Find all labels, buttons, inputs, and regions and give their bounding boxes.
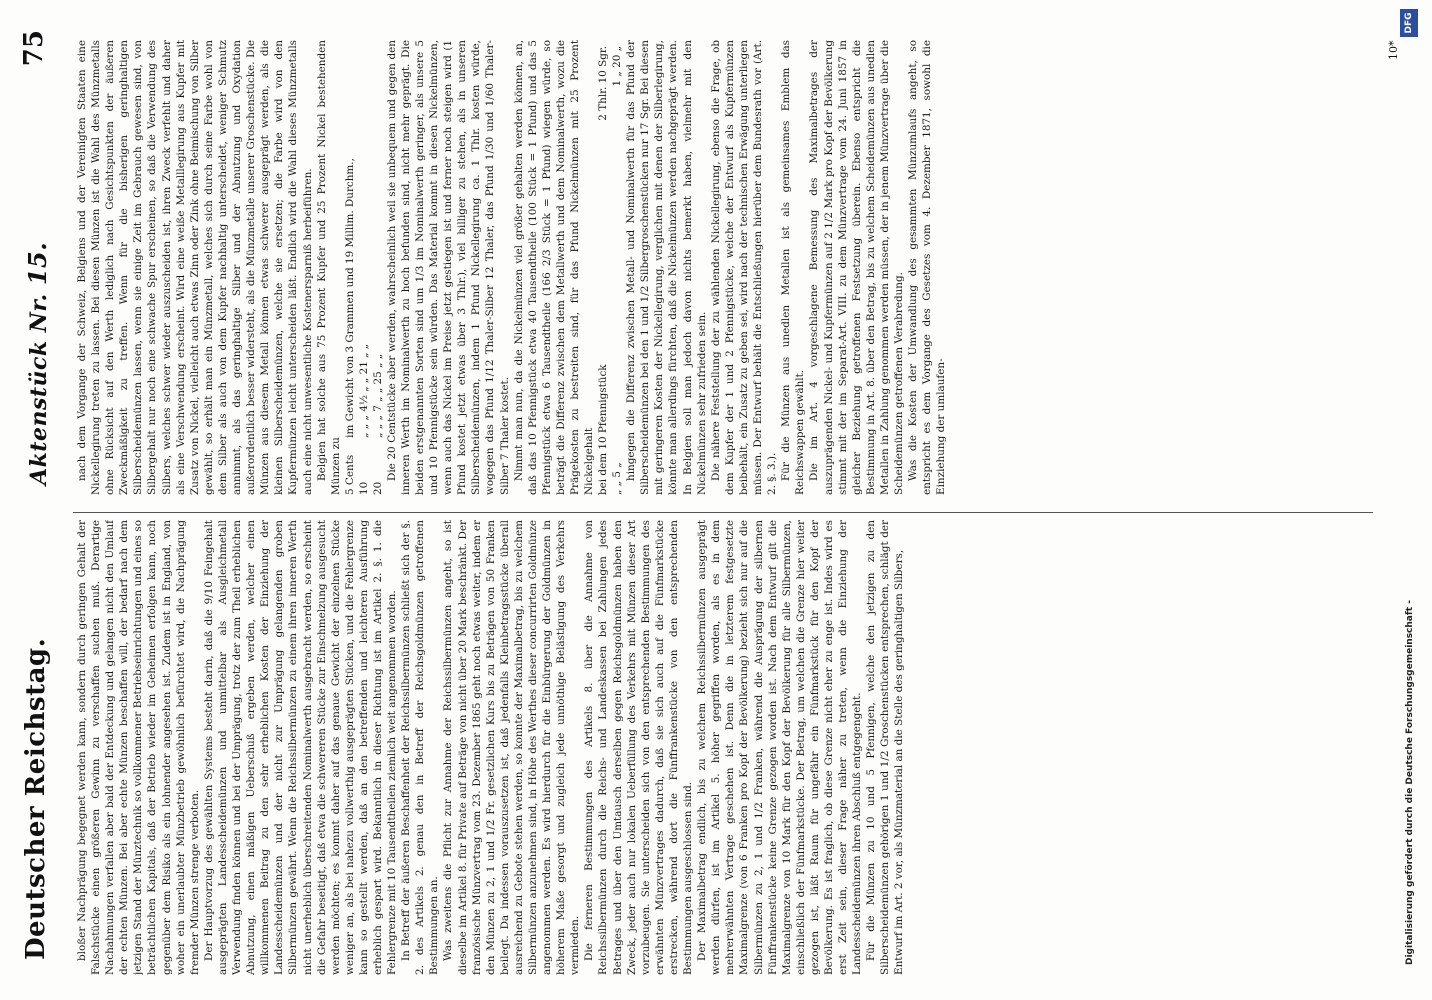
paragraph: Die ferneren Bestimmungen des Artikels 8. über die Annahme von Reichssilbermünzen durch die Reichs- und Landeskassen bei Zahlungen jedes Betrages und über den Umtausch derselben gegen Reichsgoldmünzen haben den Zweck, jeder auch nur lokalen Ueberfüllung des Verkehrs mit Münzen dieser Art vorzubeugen. Sie unterscheiden sich von den entsprechenden Bestimmungen des erwähnten Münzvertrages dadurch, daß sie sich auch auf die Fünfmarkstücke erstrecken, während dort die Fünffrankenstücke von den entsprechenden Bestimmungen ausgeschlossen sind. xyxy=(583,520,695,975)
table-cell: 20 xyxy=(371,481,384,495)
paragraph: In Betreff der äußeren Beschaffenheit der Reichssilbermünzen schließt sich der §. 2. des Artikels 2. genau den in Betreff der Reichsgoldmünzen getroffenen Bestimmungen an. xyxy=(400,520,441,975)
paragraph: Was zweitens die Pflicht zur Annahme der Reichssilbermünzen angeht, so ist dieselbe im Artikel 8. für Private auf Beträge von nicht über 20 Mark beschränkt. Der französische Münzvertrag vom 23. Dezember 1865 geht noch etwas weiter, indem er den Münzen zu 2, 1 und 1/2 Fr. gesetzlichen Kurs bis zu Beträgen von 50 Franken beilegt. Da indessen vorauszusetzen ist, daß jedenfalls Kleinbetragsstücke überall ausreichend zu Gebote stehen werden, so konnte der Maximalbetrag, bis zu welchem Silbermünzen anzunehmen sind, in Höhe des Werthes dieser concurrirten Goldmünze angenommen werden. Es wird hierdurch für die Einbürgerung der Goldmünzen in höherem Maße gesorgt und zugleich jede unnöthige Belästigung des Verkehrs vermieden. xyxy=(442,520,582,975)
paragraph: Für die Münzen aus unedlen Metallen ist als gemeinsames Emblem das Reichswappen gewählt. xyxy=(780,40,807,495)
table-cell: 2 Thlr. 10 Sgr. xyxy=(597,46,610,121)
dfg-logo-icon: DFG xyxy=(1400,9,1418,37)
funding-notice xyxy=(1400,0,1424,995)
table-cell: bei dem 10 Pfennigstück xyxy=(597,364,610,495)
table-cell: 10 xyxy=(357,481,370,495)
table-row xyxy=(596,40,610,495)
paragraph: Belgien hat solche aus 75 Prozent Kupfer und 25 Prozent Nickel bestehenden Münzen zu xyxy=(315,40,342,495)
table-row xyxy=(371,40,385,495)
page-header xyxy=(15,30,65,990)
table-cell: „ „ „ 7 „ „ 25 „ „ xyxy=(371,353,384,438)
paragraph: Der Maximalbetrag endlich, bis zu welchem Reichssilbermünzen ausgeprägt werden dürfen, ist im Artikel 5. höher gegriffen worden, als es in dem mehrerwähnten Vertrage geschehen ist. Denn die in letzterem festgesetzte Maximalgrenze (von 6 Franken pro Kopf der Bevölkerung) bezieht sich nur auf die Silbermünzen zu 2, 1 und 1/2 Franken, während die Ausprägung der silbernen Fünffrankenstücke keine Grenze gezogen worden ist. Nach dem Entwurf gilt die Maximalgrenze von 10 Mark für den Kopf der Bevölkerung für alle Silbermünzen, einschließlich der Fünfmarkstücke. Der Betrag, um welchen die Grenze hier weiter gezogen ist, läßt Raum für ungefähr ein Fünfmarkstück für den Kopf der Bevölkerung. Es ist fraglich, ob diese Grenze nicht eher zu enge ist. Indes wird es erst Zeit sein, dieser Frage näher zu treten, wenn die Einziehung der Landesscheidemünzen ihren Abschluß entgegengeht. xyxy=(696,520,864,975)
paragraph: Was die Kosten der Umwandlung des gesammten Münzumlaufs angeht, so entspricht es dem Vorgange des Gesetzes vom 4. Dezember 1871, sowohl die Einziehung der umlaufen- xyxy=(907,40,948,495)
paragraph: nach dem Vorgange der Schweiz, Belgiens und der Vereinigten Staaten eine Nickellegirung treten zu lassen. Bei diesen Münzen ist die Wahl des Münzmetalls ohne Rücksicht auf den Werth lediglich nach Gesichtspunkten der äußeren Zweckmäßigkeit zu treffen. Wenn für die bisherigen geringhaltigen Silberscheidemünzen lassen, wenn sie einige Zeit im Gebrauch gewesen sind, von Silbergehalt nur noch eine schwache Spur erscheinen, so daß die Verwendung des Silbers, welches schwer wieder auszuscheiden ist, ihren Zweck verfehlt und daher als eine Verschwendung erscheint. Wird eine weiße Metalllegirung aus Kupfer mit Zusatz von Nickel, vielleicht auch etwas Zinn oder Zink ohne Beimischung von Silber gewählt, so erhält man ein Münzmetall, welches sich durch seine Farbe wohl von dem Silber als auch von dem Kupfer nachhaltig unterscheidet, weniger Schmutz annimmt, als das geringhaltige Silber und der Abnutzung und Oxydation außerordentlich besser widersteht, als die Münzmetalle unserer Groschenstücke. Die Münzen aus diesem Metall können etwas schwerer ausgeprägt werden, als die kleinen Silberscheidemünzen, welche sie ersetzen; die Farbe wird von den Kupfermünzen leicht unterscheiden läßt. Endlich wird die Wahl dieses Münzmetalls auch eine nicht unwesentliche Kostenersparniß herbeiführen. xyxy=(76,40,314,495)
paragraph: Der Hauptvorzug des gewählten Systems besteht darin, daß die 9/10 Feingehalt ausgeprägten Landesscheidemünzen und unmittelbar als Ausgleichmetall Verwendung finden können und bei der Umprägung, trotz der zum Theil erheblichen Abnutzung, einen mäßigen Ueberschuß ergeben werden, welcher einen willkommenen Beitrag zu den sehr erheblichen Kosten der Einziehung der Landesscheidemünzen und der nicht zur Umprägung gelangenden groben Silbermünzen gewährt. Wenn die Reichssilbermünzen zu einem ihren inneren Werth nicht unerheblich überschreitenden Nominalwerth ausgebracht werden, so erscheint die Gefahr beseitigt, daß etwa die schwereren Stücke zur Einschmelzung ausgesucht werden möchten; es kommt daher auf das genaue Gewicht der einzelnen Stücke weniger an, als bei nahezu vollwerthig ausgeprägten Stücken, und die Fehlergrenze kann so gestellt werden, daß an den betreffenden und leichteren Ausführung erheblich gespart wird. Bekanntlich in dieser Richtung ist im Artikel 2. §. 1. die Fehlergrenze mit 10 Tausendtheilen ziemlich weit angenommen worden. xyxy=(202,520,399,975)
paragraph: Nimmt man nun, da die Nickelmünzen viel größer gehalten werden können, an, daß das 10 Pfennigstück etwa 40 Tausendtheile (100 Stück = 1 Pfund) und das 5 Pfennigstück etwa 6 Tausendtheile (166 2/3 Stück = 1 Pfund) wiegen würde, so beträgt die Differenz zwischen dem Metallwerth und dem Nominalwerth, wozu die Prägekosten zu bestreiten sind, für das Pfund Nickelmünzen mit 25 Prozent Nickelgehalt xyxy=(512,40,596,495)
funding-notice-text: Digitalisierung gefördert durch die Deutsche Forschungsgemeinschaft - xyxy=(1405,600,1415,965)
document-number-prefix: Aktenstück Nr. xyxy=(26,293,52,485)
document-number-value: 15. xyxy=(23,241,52,286)
rotated-newspaper-page xyxy=(15,30,1405,990)
signature-mark: 10* xyxy=(1387,40,1400,60)
paragraph: Für die Münzen zu 10 und 5 Pfennigen, welche den jetzigen zu den Silberscheidemünzen gehörigen 1 und 1/2 Groschenstücken entsprechen, schlägt der Entwurf im Art. 2 vor, als Münzmaterial an die Stelle des geringhaltigen Silbers, xyxy=(865,520,906,975)
table-cell: „ „ 5 „ xyxy=(611,462,624,495)
table-row xyxy=(610,40,624,495)
paragraph: Die im Art. 4 vorgeschlagene Bemessung des Maximalbetrages der auszuprägenden Nickel- und Kupfermünzen auf 2 1/2 Mark pro Kopf der Bevölkerung stimmt mit der im Separat-Art. VIII. zu dem Münzvertrage vom 24. Juni 1857 in gleicher Beziehung getroffenen Festsetzung überein. Ebenso entspricht die Bestimmung in Art. 8. über den Betrag, bis zu welchem Scheidemünzen aus unedlen Metallen in Zahlung genommen werden müssen, der in jenem Münzvertrage über die Scheidemünzen getroffenen Verabredung. xyxy=(808,40,905,495)
column-divider xyxy=(73,512,1373,513)
value-difference-table xyxy=(596,40,624,495)
paragraph: hingegen die Differenz zwischen Metall- und Nominalwerth für das Pfund der Silberscheidemünzen bei den 1 und 1/2 Silbergroschenstücken nur 17 Sgr. Bei diesen mit geringeren Kosten der Nickellegirung, verglichen mit denen der Silberlegirung, könnte man allerdings fürchten, daß die Nickelmünzen werden nachgeprägt werden. In Belgien soll man jedoch davon nichts bemerkt haben, vielmehr mit den Nickelmünzen sehr zufrieden sein. xyxy=(625,40,708,495)
page-number: 75 xyxy=(19,30,49,67)
table-cell: 1 „ 20 „ xyxy=(611,46,624,87)
table-cell: im Gewicht von 3 Grammen und 19 Millim. Durchm., xyxy=(343,158,356,438)
table-row xyxy=(357,40,371,495)
paragraph: bloßer Nachprägung begegnet werden kann, sondern durch geringen Gehalt der Falschstücke einen größeren Gewinn zu verschaffen suchen muß. Derartige Nachahmungen verfallen aber bald der Entdeckung und gelangen nicht den Umlauf der echten Münzen. Bei aber echte Münzen beschaffen will, der bedarf nach dem jetzigen Stand der Münztechnik so vollkommener Betriebseinrichtungen und eines so beträchtlichen Kapitals, daß der Betrieb wieder im Geheimen erfolgen kann, noch gegenüber dem Risiko als ein lohnender angesehen ist. Zudem ist in England, von woher ein unerlaubter Münzbetrieb gewöhnlich befürchtet wird, die Nachprägung fremder Münzen strenge verboten. xyxy=(76,520,201,975)
right-text-column xyxy=(75,40,1395,495)
table-cell: „ „ „ 4½ „ „ 21 „ „ xyxy=(357,343,370,438)
paragraph: Die 20 Centstücke aber werden, wahrscheinlich weil sie unbequem und gegen den inneren Werth im Nominalwerth zu hoch befunden sind, nicht mehr geprägt. Die beiden erstgenannten Sorten sind um 1/3 im Nominalwerth geringer, als unsere 5 und 10 Pfennigstücke sein würden. Das Material kommt in diesen Nickelmünzen, wenn auch das Nickel im Preise jetzt gestiegen ist und ferner noch steigen wird (1 Pfund kostet jetzt etwas über 3 Thlr.), viel billiger zu stehen, als in unseren Silberscheidemünzen, indem 1 Pfund Nickellegirung ca. 1 Thlr. kosten würde, wogegen das Pfund 1/12 Thaler-Silber 12 Thaler, das Pfund 1/30 und 1/60 Thaler-Silber 7 Thaler kostet. xyxy=(385,40,511,495)
table-row xyxy=(343,40,357,495)
publication-title: Deutscher Reichstag. xyxy=(21,637,51,960)
document-number xyxy=(23,242,52,485)
coin-dimensions-table xyxy=(343,40,385,495)
table-cell: 5 Cents xyxy=(343,454,356,495)
left-text-column xyxy=(75,520,1395,975)
paragraph: Die nähere Feststellung der zu wählenden Nickellegirung, ebenso die Frage, ob dem Kupfer der 1 und 2 Pfennigstücke, welche der Entwurf als Kupfermünzen beibehält, ein Zusatz zu geben sei, wird nach der technischen Erwägung unterliegen müssen. Der Entwurf behält die Entschließungen hierüber dem Bundesrath vor (Art. 2. §. 3.). xyxy=(709,40,779,495)
